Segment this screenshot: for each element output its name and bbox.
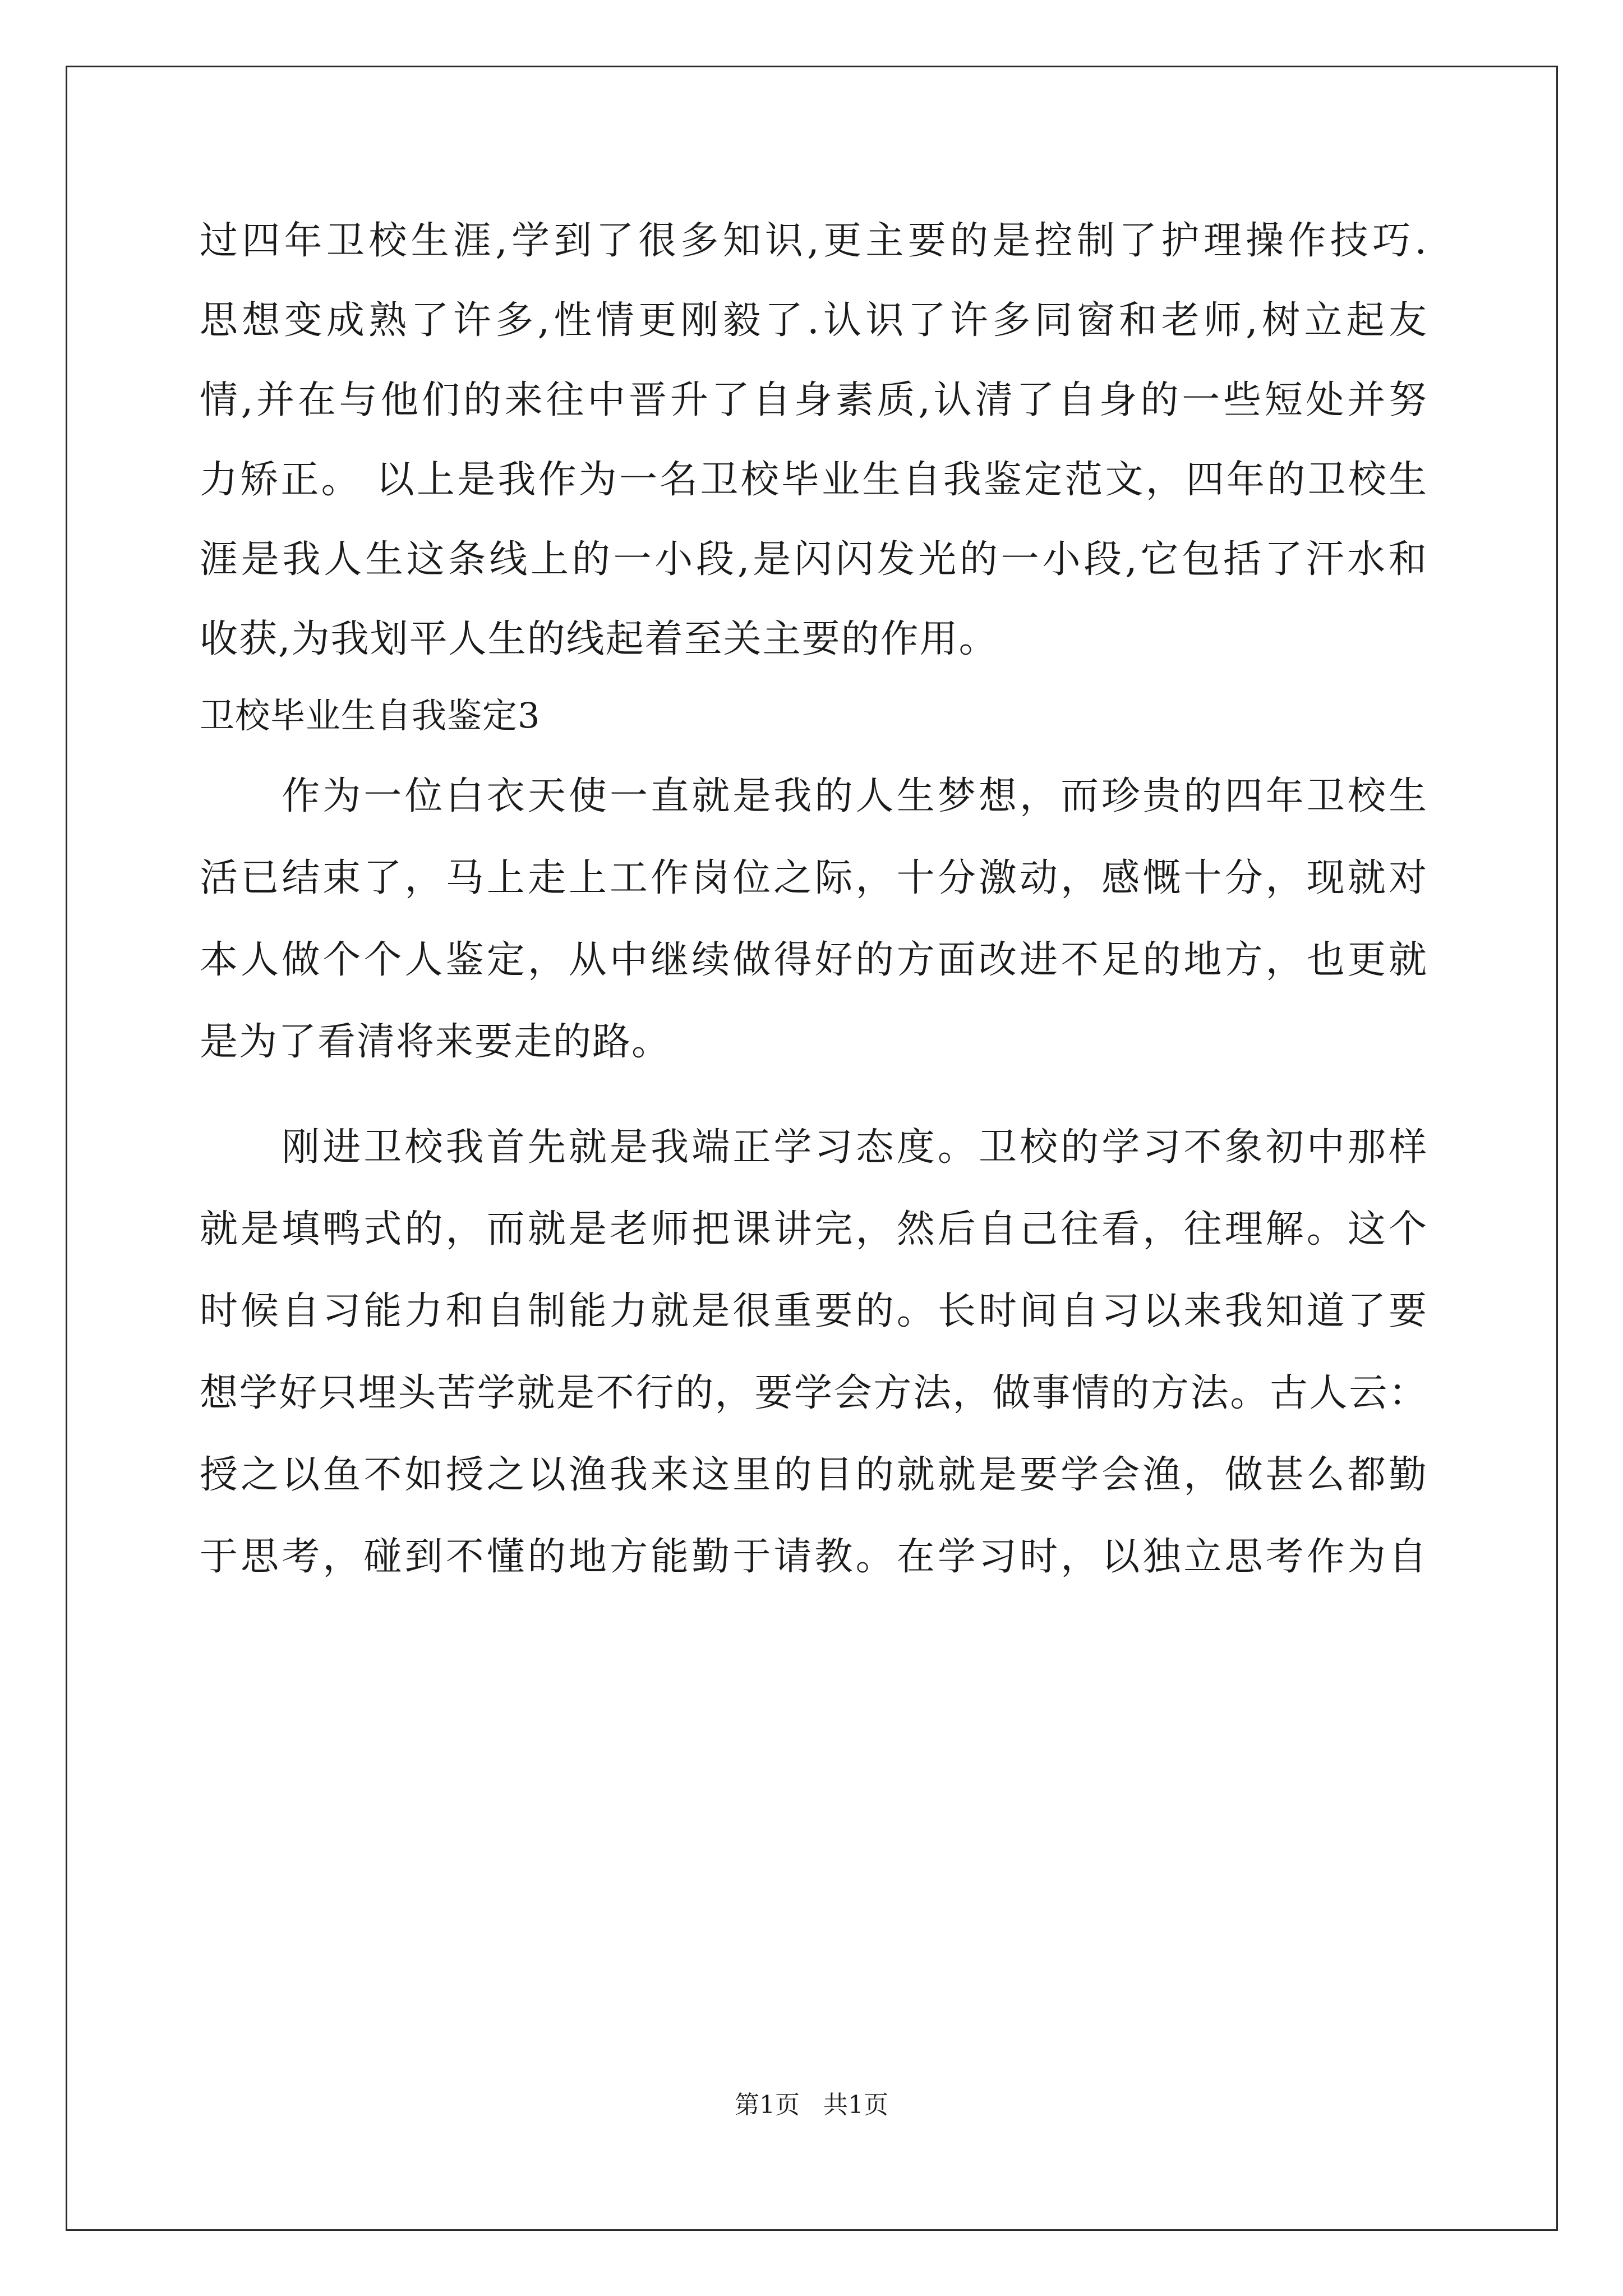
page-number: 第1页 (735, 2091, 800, 2119)
text-line: 涯是我人生这条线上的一小段,是闪闪发光的一小段,它包括了汗水和 (200, 537, 1428, 582)
text-line: 授之以鱼不如授之以渔我来这里的目的就就是要学会渔，做甚么都勤 (200, 1453, 1428, 1497)
text-line: 情,并在与他们的来往中晋升了自身素质,认清了自身的一些短处并努 (200, 378, 1428, 422)
page-footer (0, 2090, 1623, 2121)
text-line: 时候自习能力和自制能力就是很重要的。长时间自习以来我知道了要 (200, 1289, 1428, 1333)
text-line: 过四年卫校生涯,学到了很多知识,更主要的是控制了护理操作技巧. (200, 219, 1428, 263)
text-line: 于思考，碰到不懂的地方能勤于请教。在学习时，以独立思考作为自 (200, 1535, 1428, 1579)
text-line: 刚进卫校我首先就是我端正学习态度。卫校的学习不象初中那样 (200, 1125, 1428, 1170)
text-line: 本人做个个人鉴定，从中继续做得好的方面改进不足的地方，也更就 (200, 938, 1428, 982)
text-line: 活已结束了，马上走上工作岗位之际，十分激动，感慨十分，现就对 (200, 856, 1428, 900)
page-total: 共1页 (823, 2091, 888, 2119)
text-line: 收获,为我划平人生的线起着至关主要的作用。 (200, 617, 998, 661)
text-line: 是为了看清将来要走的路。 (200, 1020, 671, 1064)
text-line: 就是填鸭式的，而就是老师把课讲完，然后自己往看，往理解。这个 (200, 1207, 1428, 1251)
section-heading: 卫校毕业生自我鉴定3 (200, 695, 541, 736)
text-line: 作为一位白衣天使一直就是我的人生梦想，而珍贵的四年卫校生 (200, 774, 1428, 818)
text-line: 力矫正。 以上是我作为一名卫校毕业生自我鉴定范文，四年的卫校生 (200, 458, 1428, 502)
text-line: 想学好只埋头苦学就是不行的，要学会方法，做事情的方法。古人云： (200, 1371, 1428, 1415)
text-line: 思想变成熟了许多,性情更刚毅了.认识了许多同窗和老师,树立起友 (200, 298, 1428, 343)
